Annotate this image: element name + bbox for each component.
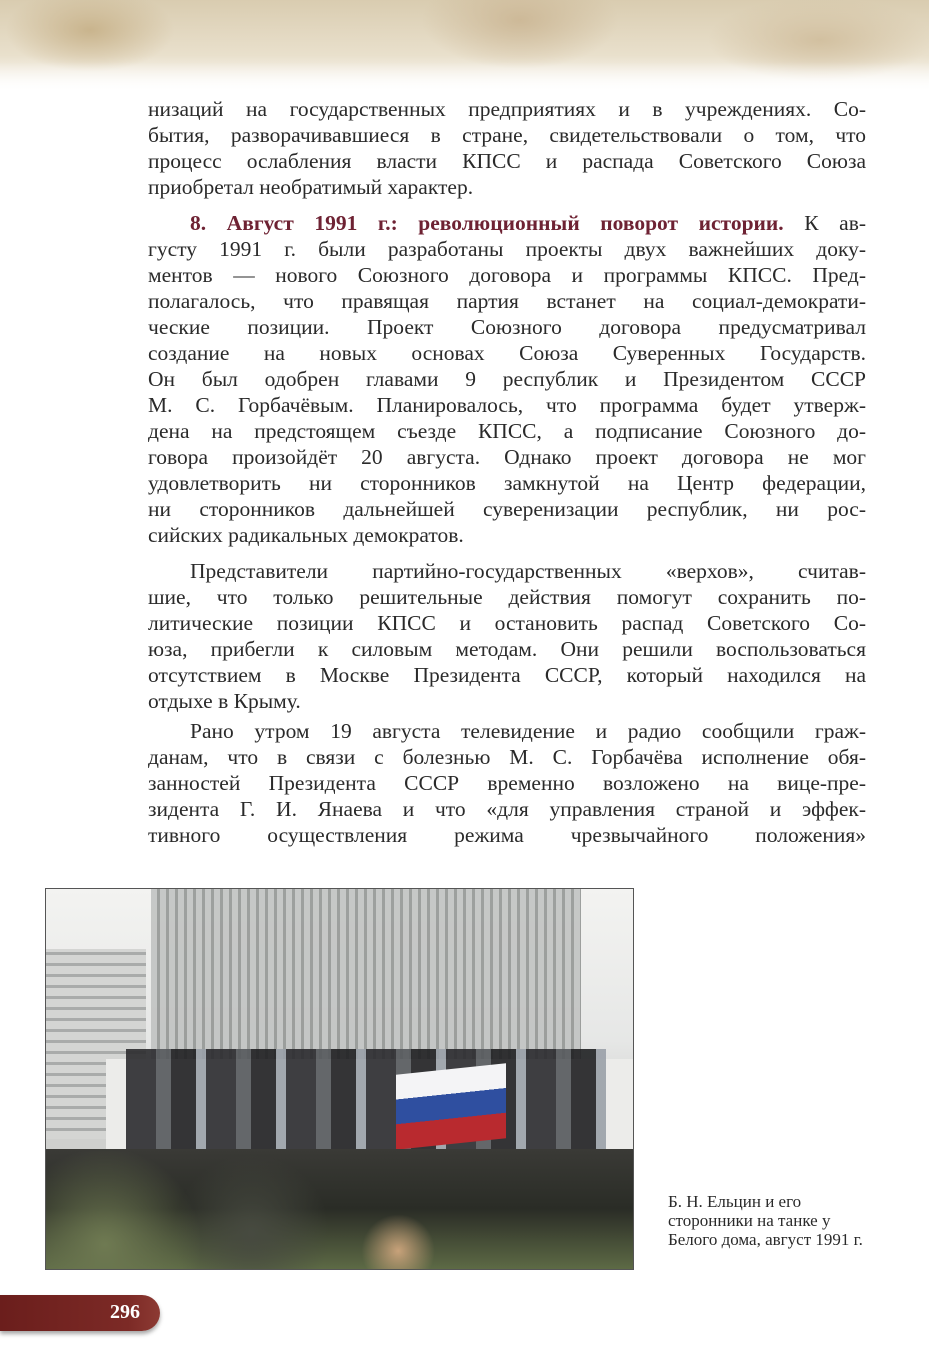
text-line: отсутствием в Москве Президента СССР, который находился на <box>148 663 866 687</box>
text-line: ческие позиции. Проект Союзного договора предусматривал <box>148 315 866 339</box>
text-line: говора произойдёт 20 августа. Однако проект договора не мог <box>148 445 866 469</box>
text-line: ментов — нового Союзного договора и программы КПСС. Пред- <box>148 263 866 287</box>
text-line: литические позиции КПСС и остановить распад Советского Со- <box>148 611 866 635</box>
text-line: Представители партийно-государственных «верхов», считав- <box>190 559 866 583</box>
text-line: бытия, разворачивавшиеся в стране, свидетельствовали о том, что <box>148 123 866 147</box>
section-heading-line <box>148 210 866 236</box>
text-line: ни сторонников дальнейшей суверенизации республик, ни рос- <box>148 497 866 521</box>
photo-russian-flag <box>396 1063 506 1150</box>
text-line: низаций на государственных предприятиях и в учреждениях. Со- <box>148 97 866 121</box>
text-line: создание на новых основах Союза Суверенных Государств. <box>148 341 866 365</box>
text-line: Рано утром 19 августа телевидение и радио сообщили граж- <box>190 719 866 743</box>
text-line: удовлетворить ни сторонников замкнутой на Центр федерации, <box>148 471 866 495</box>
text-line: густу 1991 г. были разработаны проекты двух важнейших доку- <box>148 237 866 261</box>
text-line: полагалось, что правящая партия встанет на социал-демократи- <box>148 289 866 313</box>
text-line: юза, прибегли к силовым методам. Они решили воспользоваться <box>148 637 866 661</box>
page-number-badge <box>0 1295 160 1331</box>
text-line: процесс ослабления власти КПСС и распада Советского Союза <box>148 149 866 173</box>
text-line: К ав- <box>804 211 866 235</box>
decorative-header-banner <box>0 0 929 92</box>
text-line: сийских радикальных демократов. <box>148 523 464 547</box>
text-line: приобретал необратимый характер. <box>148 175 474 199</box>
text-line: М. С. Горбачёвым. Планировалось, что программа будет утверж- <box>148 393 866 417</box>
text-line: дена на предстоящем съезде КПСС, а подписание Союзного до- <box>148 419 866 443</box>
photo-caption: Б. Н. Ельцин и его сторонники на танке у Белого дома, август 1991 г. <box>668 1192 863 1249</box>
text-line: тивного осуществления режима чрезвычайного положения» <box>148 823 866 847</box>
text-line: шие, что только решительные действия помогут сохранить по- <box>148 585 866 609</box>
photo-yeltsin-on-tank <box>45 888 634 1270</box>
text-line: занностей Президента СССР временно возложено на вице-пре- <box>148 771 866 795</box>
text-line: данам, что в связи с болезнью М. С. Горбачёва исполнение обя- <box>148 745 866 769</box>
page-number: 296 <box>110 1301 140 1323</box>
section-heading: 8. Август 1991 г.: революционный поворот истории. <box>190 211 784 235</box>
text-line: отдыхе в Крыму. <box>148 689 301 713</box>
text-line: зидента Г. И. Янаева и что «для управления страной и эффек- <box>148 797 866 821</box>
text-line: Он был одобрен главами 9 республик и Президентом СССР <box>148 367 866 391</box>
photo-crowd <box>46 1149 633 1269</box>
